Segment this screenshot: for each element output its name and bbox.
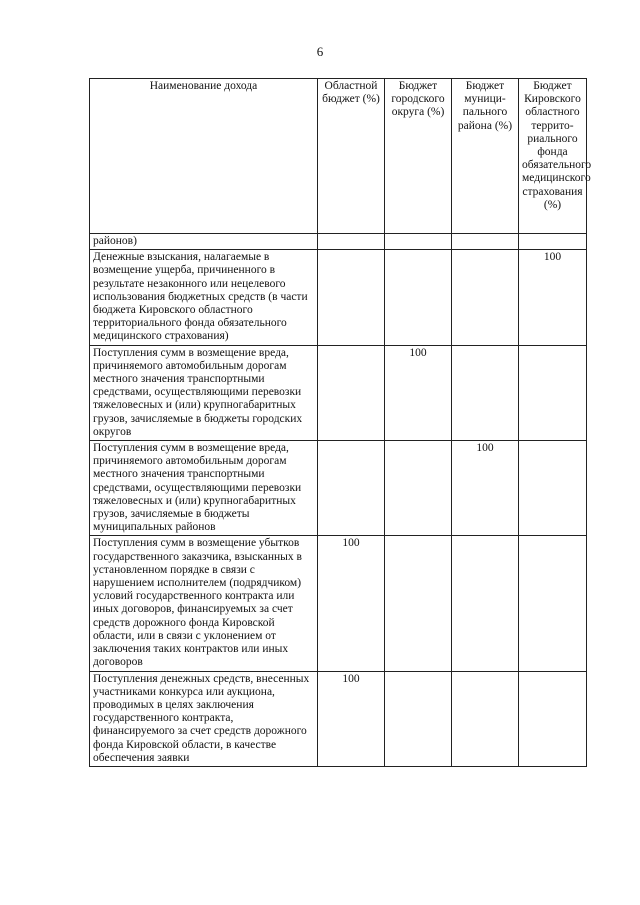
row-name: Поступления сумм в возмещение вреда, причиняемого автомобильным дорогам местного значения транспортными средствами, осуществляющими перевозки тяжеловесных и (или) крупногабаритных грузов, зачисляемые в бюджеты муниципальных районов	[90, 441, 318, 536]
row-name: Поступления сумм в возмещение вреда, причиняемого автомобильным дорогам местного значения транспортными средствами, осуществляющими перевозки тяжеловесных и (или) крупногабаритных грузов, зачисляемые в бюджеты городских округов	[90, 345, 318, 440]
row-value-municipal	[452, 671, 519, 766]
row-value-city	[385, 234, 452, 250]
table-row	[90, 536, 587, 671]
row-value-city	[385, 250, 452, 345]
row-value-medical-fund: 100	[519, 250, 587, 345]
row-value-medical-fund	[519, 345, 587, 440]
row-value-municipal: 100	[452, 441, 519, 536]
table-row	[90, 250, 587, 345]
table-row	[90, 671, 587, 766]
header-regional-budget: Областной бюджет (%)	[318, 79, 385, 234]
row-value-regional: 100	[318, 671, 385, 766]
table-row	[90, 345, 587, 440]
row-value-regional	[318, 234, 385, 250]
row-value-regional	[318, 441, 385, 536]
row-value-medical-fund	[519, 671, 587, 766]
row-value-city: 100	[385, 345, 452, 440]
header-revenue-name: Наименование дохода	[90, 79, 318, 234]
row-value-city	[385, 536, 452, 671]
row-name: Поступления денежных средств, внесенных участниками конкурса или аукциона, проводимых в целях заключения государственного контракта, финансируемого за счет средств дорожного фонда Кировской области, в качестве обеспечения заявки	[90, 671, 318, 766]
row-name: Денежные взыскания, налагаемые в возмещение ущерба, причиненного в результате незаконного или нецелевого использования бюджетных средств (в части бюджета Кировского областного территориального фонда обязательного медицинского страхования)	[90, 250, 318, 345]
header-city-district-budget: Бюджет городского округа (%)	[385, 79, 452, 234]
row-value-medical-fund	[519, 441, 587, 536]
row-value-city	[385, 671, 452, 766]
row-value-regional: 100	[318, 536, 385, 671]
row-value-regional	[318, 250, 385, 345]
header-municipal-district-budget: Бюджет муници-пального района (%)	[452, 79, 519, 234]
row-value-municipal	[452, 536, 519, 671]
table-header-row	[90, 79, 587, 234]
row-value-municipal	[452, 250, 519, 345]
page-number: 6	[316, 44, 324, 59]
row-value-medical-fund	[519, 536, 587, 671]
header-mandatory-medical-insurance-fund: Бюджет Кировского областного террито-риального фонда обязательного медицинского страхования (%)	[519, 79, 587, 234]
table-row	[90, 441, 587, 536]
revenue-distribution-table	[89, 78, 592, 767]
row-value-regional	[318, 345, 385, 440]
table-row	[90, 234, 587, 250]
row-value-city	[385, 441, 452, 536]
row-value-municipal	[452, 345, 519, 440]
row-value-medical-fund	[519, 234, 587, 250]
row-name: Поступления сумм в возмещение убытков государственного заказчика, взысканных в установленном порядке в связи с нарушением исполнителем (подрядчиком) условий государственного контракта или иных договоров, финансируемых за счет средств дорожного фонда Кировской области, или в связи с уклонением от заключения таких контрактов или иных договоров	[90, 536, 318, 671]
row-value-municipal	[452, 234, 519, 250]
row-name: районов)	[90, 234, 318, 250]
